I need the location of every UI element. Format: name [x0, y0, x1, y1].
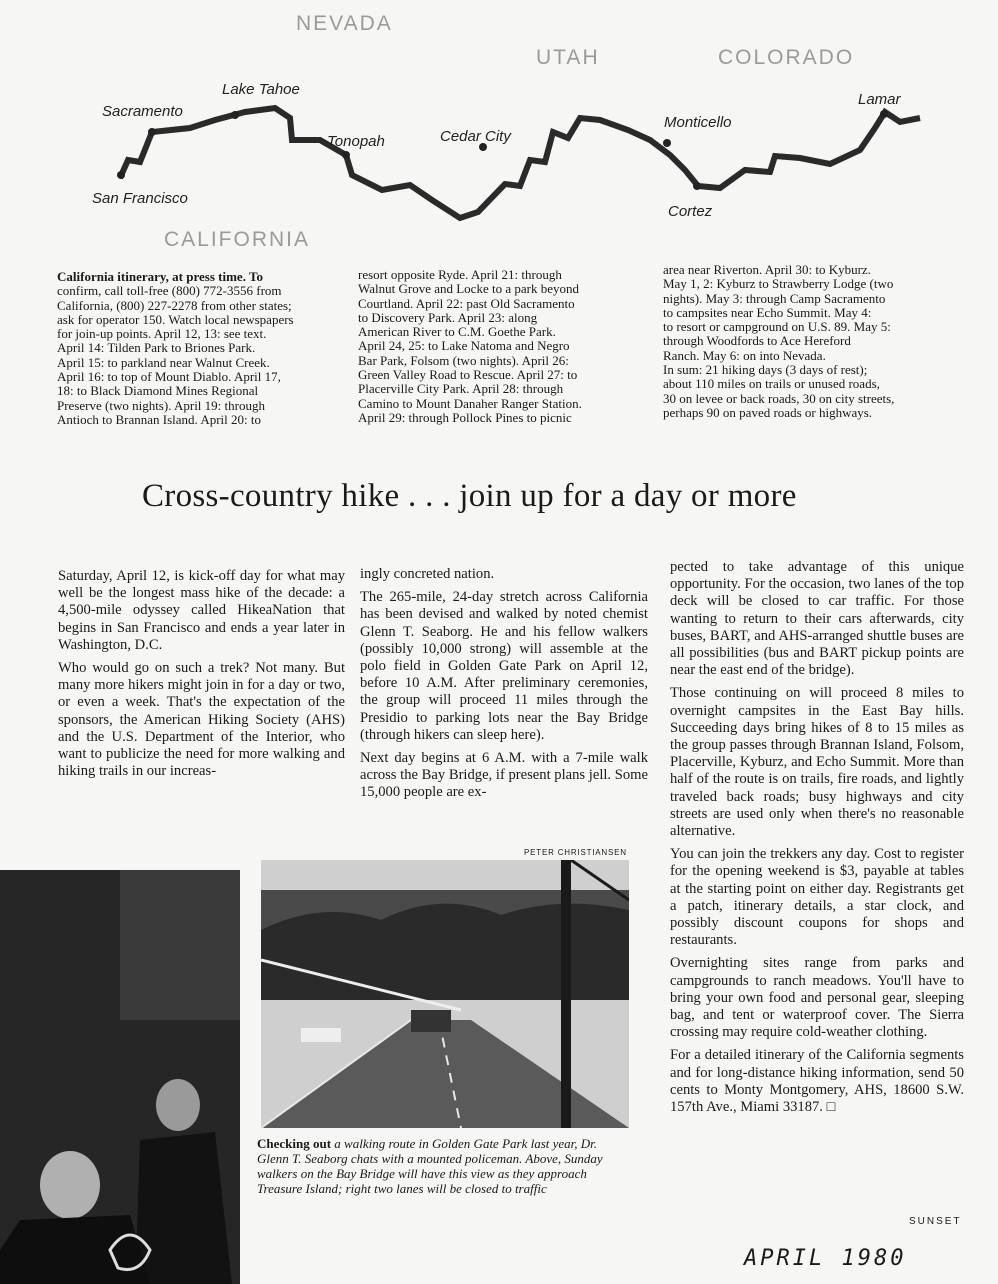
photo-bay-bridge-illustration: [261, 860, 629, 1128]
itinerary-line: Walnut Grove and Locke to a park beyond: [358, 281, 579, 297]
itinerary-line: Placerville City Park. April 28: through: [358, 381, 564, 397]
itinerary-line: Bar Park, Folsom (two nights). April 26:: [358, 352, 569, 368]
itinerary-line: April 24, 25: to Lake Natoma and Negro: [358, 338, 570, 354]
state-label-nevada: NEVADA: [296, 12, 393, 35]
itinerary-line: Green Valley Road to Rescue. April 27: to: [358, 367, 578, 383]
city-label-sacramento: Sacramento: [102, 103, 183, 120]
magazine-name: SUNSET: [909, 1216, 962, 1227]
state-label-california: CALIFORNIA: [164, 228, 311, 251]
handwritten-date: APRIL 1980: [744, 1246, 907, 1271]
itinerary-line: April 16: to top of Mount Diablo. April 17,: [57, 369, 281, 385]
state-label-utah: UTAH: [536, 46, 600, 69]
photo-bay-bridge: [261, 860, 629, 1128]
itinerary-line: about 110 miles on trails or unused roads,: [663, 376, 880, 392]
photo-credit: PETER CHRISTIANSEN: [524, 848, 627, 857]
itinerary-line: perhaps 90 on paved roads or highways.: [663, 404, 873, 420]
article-paragraph: Those continuing on will proceed 8 miles to overnight campsites in the East Bay hills. Succeeding days bring hikes of 8 to 15 miles as the group passes through Brannan Island, Folsom, Placerville, Kyburz, and Echo Summit. More than half of the route is on trails, fire roads, and lightly traveled back roads; busy highways and city streets are used only when there's no reasonable alternative.: [670, 685, 964, 840]
city-dot-cortez: [693, 182, 701, 190]
itinerary-line: California, (800) 227-2278 from other states;: [57, 297, 292, 313]
article-paragraph: Next day begins at 6 A.M. with a 7-mile walk across the Bay Bridge, if present plans jell. Some 15,000 people are ex-: [360, 750, 648, 801]
headline: Cross-country hike . . . join up for a day or more: [142, 478, 797, 514]
article-column-3: [670, 559, 964, 1122]
itinerary-line: nights). May 3: through Camp Sacramento: [663, 290, 886, 306]
itinerary-line: ask for operator 150. Watch local newspapers: [57, 311, 294, 327]
itinerary-line: April 15: to parkland near Walnut Creek.: [57, 354, 270, 370]
caption-lead: Checking out: [257, 1136, 332, 1151]
city-label-lamar: Lamar: [858, 91, 901, 108]
itinerary-line: 18: to Black Diamond Mines Regional: [57, 383, 259, 399]
city-dot-lamar: [880, 110, 888, 118]
itinerary-line: to Discovery Park. April 23: along: [358, 309, 538, 325]
itinerary-line: Ranch. May 6: on into Nevada.: [663, 347, 826, 363]
itinerary-line: April 29: through Pollock Pines to picnic: [358, 409, 572, 425]
itinerary-line: Courtland. April 22: past Old Sacramento: [358, 295, 575, 311]
itinerary-column-3: [663, 263, 963, 420]
itinerary-column-2: [358, 268, 648, 425]
photo-caption: [257, 1136, 629, 1196]
itinerary-line: for join-up points. April 12, 13: see text.: [57, 326, 267, 342]
city-label-lake-tahoe: Lake Tahoe: [222, 81, 300, 98]
itinerary-line: American River to C.M. Goethe Park.: [358, 324, 556, 340]
photo-seaborg-policeman: [0, 870, 240, 1284]
caption-text: a walking route in Golden Gate Park last year, Dr. Glenn T. Seaborg chats with a mounted policeman. Above, Sunday walkers on the Bay Bridge will have this view as they approach Treasure Island; right two lanes will be closed to traffic: [257, 1136, 603, 1196]
article-paragraph: For a detailed itinerary of the California segments and for long-distance hiking information, send 50 cents to Monty Montgomery, AHS, 18600 S.W. 157th Ave., Miami 33187. □: [670, 1047, 964, 1116]
itinerary-line: Antioch to Brannan Island. April 20: to: [57, 411, 262, 427]
itinerary-line: to resort or campground on U.S. 89. May 5:: [663, 319, 891, 335]
itinerary-line: Preserve (two nights). April 19: through: [57, 397, 265, 413]
city-dot-san-francisco: [117, 171, 125, 179]
itinerary-line: through Woodfords to Ace Hereford: [663, 333, 851, 349]
city-dot-monticello: [663, 139, 671, 147]
photo-seaborg-illustration: [0, 870, 240, 1284]
article-column-1: [58, 568, 345, 786]
city-label-cedar-city: Cedar City: [440, 128, 511, 145]
itinerary-line: area near Riverton. April 30: to Kyburz.: [663, 262, 871, 277]
route-line: [120, 108, 920, 218]
article-paragraph: Who would go on such a trek? Not many. But many more hikers might join in for a day or two, or even a week. That's the expectation of the sponsors, the American Hiking Society (AHS) and the U.S. Department of the Interior, who want to publicize the need for more walking and hiking trails in our increas-: [58, 660, 345, 780]
article-paragraph: pected to take advantage of this unique opportunity. For the occasion, two lanes of the top deck will be closed to car traffic. For those wanting to return to their cars afterwards, city buses, BART, and AHS-arranged shuttle buses are all possibilities (bus and BART pickup points are near the east end of the bridge).: [670, 559, 964, 679]
article-paragraph: You can join the trekkers any day. Cost to register for the opening weekend is $3, payable at tables at the starting point on either day. Registrants get a patch, itinerary details, a star clock, and possibly discount coupons for shops and restaurants.: [670, 846, 964, 949]
article-paragraph: The 265-mile, 24-day stretch across California has been devised and walked by noted chemist Glenn T. Seaborg. He and his fellow walkers (possibly 10,000 strong) will assemble at the polo field in Golden Gate Park on April 12, before 10 A.M. After preliminary ceremonies, the group will proceed 11 miles through the Presidio to parking lots near the Bay Bridge (through hikers can sleep here).: [360, 589, 648, 743]
city-dot-sacramento: [148, 128, 156, 136]
article-paragraph: ingly concreted nation.: [360, 566, 495, 582]
itinerary-line: May 1, 2: Kyburz to Strawberry Lodge (two: [663, 276, 894, 292]
itinerary-line: 30 on levee or back roads, 30 on city streets,: [663, 390, 895, 406]
city-label-san-francisco: San Francisco: [92, 190, 188, 207]
article-column-2: [360, 566, 648, 808]
city-label-tonopah: Tonopah: [327, 133, 385, 150]
itinerary-line: to campsites near Echo Summit. May 4:: [663, 304, 872, 320]
itinerary-line: April 14: Tilden Park to Briones Park.: [57, 340, 256, 356]
article-paragraph: Saturday, April 12, is kick-off day for what may well be the longest mass hike of the decade: a 4,500-mile odyssey called HikeaNation that begins in San Francisco and ends a year later in Washington, D.C.: [58, 568, 345, 653]
city-label-cortez: Cortez: [668, 203, 713, 220]
itinerary-line: In sum: 21 hiking days (3 days of rest);: [663, 362, 868, 378]
itinerary-line: resort opposite Ryde. April 21: through: [358, 267, 562, 282]
state-label-colorado: COLORADO: [718, 46, 855, 69]
city-dot-tonopah: [342, 151, 350, 159]
article-paragraph: Overnighting sites range from parks and campgrounds to ranch meadows. You'll have to bring your own food and personal gear, sleeping bag, and tent or waterproof cover. The Sierra crossing may require cold-weather clothing.: [670, 955, 964, 1041]
itinerary-line: California itinerary, at press time. To: [57, 269, 263, 284]
itinerary-line: confirm, call toll-free (800) 772-3556 from: [57, 283, 282, 299]
city-label-monticello: Monticello: [664, 114, 732, 131]
city-dot-lake-tahoe: [231, 111, 239, 119]
itinerary-column-1: [57, 270, 347, 427]
itinerary-line: Camino to Mount Danaher Ranger Station.: [358, 395, 582, 411]
